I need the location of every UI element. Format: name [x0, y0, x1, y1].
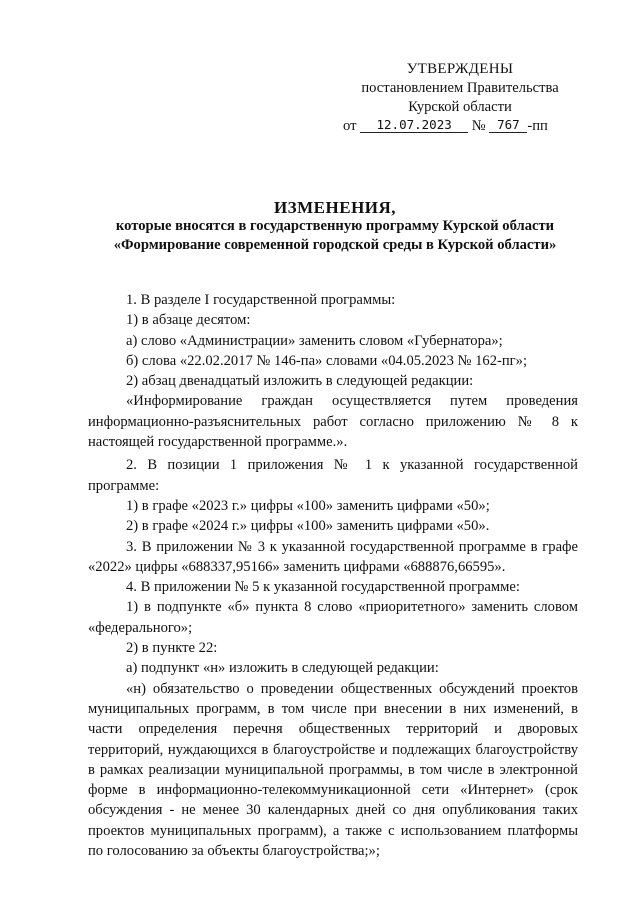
paragraph: 2. В позиции 1 приложения № 1 к указанной государственной программе:	[88, 457, 578, 494]
approval-heading: УТВЕРЖДЕНЫ	[406, 61, 514, 77]
approval-date-line	[340, 117, 580, 136]
title-main: ИЗМЕНЕНИЯ,	[273, 198, 397, 217]
paragraph: «Информирование граждан осуществляется путем проведения информационно-разъяснительных работ согласно приложению № 8 к настоящей государственной программе.».	[88, 393, 578, 451]
paragraph: «н) обязательство о проведении общественных обсуждений проектов муниципальных программ, в том числе при внесении в них изменений, в части определения перечня общественных территорий и дворовых территорий, нуждающихся в благоустройстве и подлежащих благоустройству в рамках реализации муниципальной программы, в том числе в электронной форме в информационно-телекоммуникационной сети «Интернет» (срок обсуждения - не менее 30 календарных дней со дня опубликования таких проектов муниципальных программ), а также с использованием платформы по голосованию за объекты благоустройства;»;	[88, 680, 578, 860]
paragraph: 2) абзац двенадцатый изложить в следующей редакции:	[126, 373, 474, 390]
document-title	[80, 198, 590, 255]
paragraph: 1) в графе «2023 г.» цифры «100» заменить цифрами «50»;	[126, 497, 490, 514]
title-line-3: «Формирование современной городской среды в Курской области»	[113, 237, 557, 253]
approval-line-1: постановлением Правительства	[361, 80, 559, 96]
title-line-2: которые вносятся в государственную программу Курской области	[115, 218, 555, 234]
approval-number: 767	[489, 118, 527, 133]
paragraph: 1. В разделе I государственной программы:	[126, 292, 396, 308]
date-prefix: от	[343, 118, 357, 134]
paragraph: 2) в пункте 22:	[126, 640, 218, 657]
paragraph: 2) в графе «2024 г.» цифры «100» заменить цифрами «50».	[126, 518, 490, 535]
document-body	[88, 290, 578, 861]
paragraph: 4. В приложении № 5 к указанной государственной программе:	[126, 579, 520, 596]
paragraph: а) подпункт «н» изложить в следующей редакции:	[126, 660, 439, 677]
number-prefix: №	[471, 118, 486, 134]
approval-stamp	[340, 60, 580, 136]
paragraph: б) слова «22.02.2017 № 146-па» словами «04.05.2023 № 162-пг»;	[126, 352, 528, 369]
paragraph: а) слово «Администрации» заменить словом «Губернатора»;	[126, 332, 503, 349]
approval-line-2: Курской области	[408, 99, 512, 115]
approval-date: 12.07.2023	[360, 118, 468, 133]
paragraph: 1) в подпункте «б» пункта 8 слово «приоритетного» заменить словом «федерального»;	[88, 599, 578, 636]
paragraph: 1) в абзаце десятом:	[126, 312, 251, 329]
number-suffix: -пп	[527, 118, 548, 134]
paragraph: 3. В приложении № 3 к указанной государственной программе в графе «2022» цифры «688337,95166» заменить цифрами «688876,66595».	[88, 538, 578, 575]
